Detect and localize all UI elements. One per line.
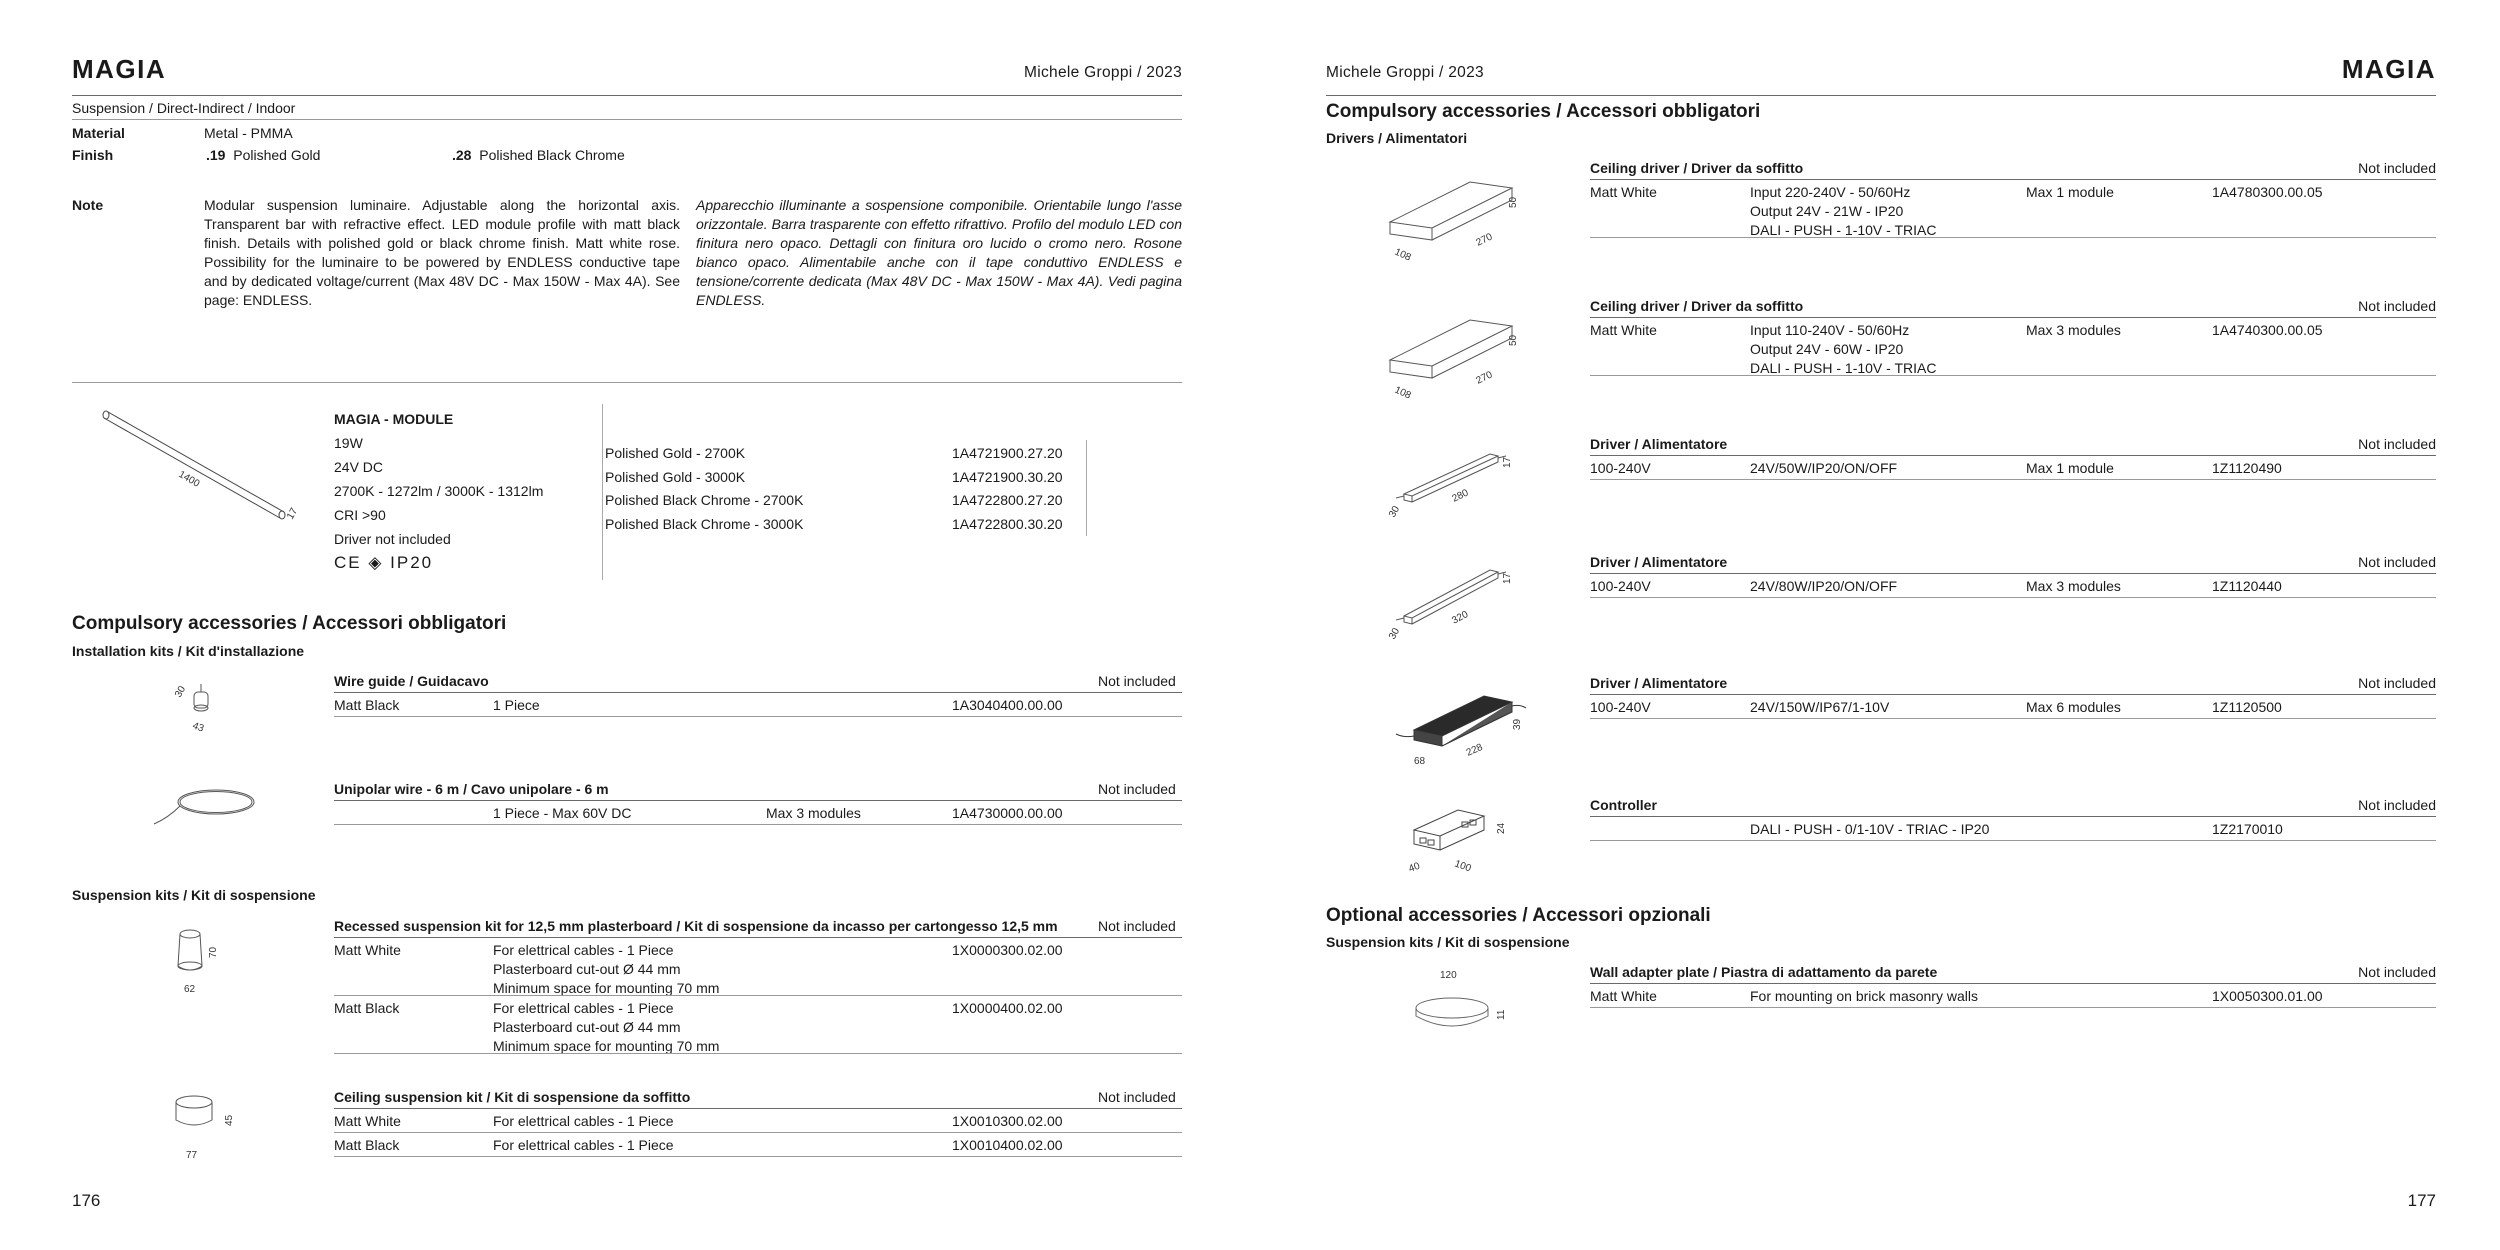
driver-rule xyxy=(1590,573,2436,574)
left-compulsory-title: Compulsory accessories / Accessori obbligatori xyxy=(72,613,507,634)
variant-name: Polished Gold - 2700K xyxy=(605,445,746,461)
driver-col3: Max 3 modules xyxy=(2026,322,2121,338)
unipolar-extra: Max 3 modules xyxy=(766,805,861,821)
controller-rule xyxy=(1590,816,2436,817)
driver-rule xyxy=(1590,455,2436,456)
module-spec: CRI >90 xyxy=(334,507,386,523)
driver-title: Ceiling driver / Driver da soffitto xyxy=(1590,298,1804,314)
recessed-kit-title: Recessed suspension kit for 12,5 mm plasterboard / Kit di sospensione da incasso per cartongesso 12,5 mm xyxy=(334,918,1058,934)
driver-col3: Max 1 module xyxy=(2026,184,2114,200)
driver-code: 1Z1120440 xyxy=(2212,578,2282,594)
ceiling-kit-row-rule xyxy=(334,1132,1182,1133)
driver-col2: Input 110-240V - 50/60Hz Output 24V - 60W - IP20 DALI - PUSH - 1-10V - TRIAC xyxy=(1750,322,1937,376)
driver-col3: Max 1 module xyxy=(2026,460,2114,476)
ceiling-kit-finish: Matt Black xyxy=(334,1137,400,1153)
variant-name: Polished Gold - 3000K xyxy=(605,469,746,485)
driver-col2: 24V/150W/IP67/1-10V xyxy=(1750,699,1890,715)
wire-guide-status: Not included xyxy=(1098,673,1176,689)
variant-name: Polished Black Chrome - 2700K xyxy=(605,492,804,508)
ceiling-kit-title: Ceiling suspension kit / Kit di sospensione da soffitto xyxy=(334,1089,691,1105)
ceiling-kit-width-dim: 77 xyxy=(186,1150,198,1161)
driver-width-dim: 108 xyxy=(1392,384,1413,402)
ceiling-driver-drawing xyxy=(1386,300,1526,404)
controller-drawing xyxy=(1400,800,1516,876)
driver-status: Not included xyxy=(2358,436,2436,452)
recessed-kit-status: Not included xyxy=(1098,918,1176,934)
driver-length-dim: 228 xyxy=(1464,741,1485,759)
suspension-kits-subtitle: Suspension kits / Kit di sospensione xyxy=(72,887,316,903)
left-brand-title: MAGIA xyxy=(72,54,167,84)
wall-plate-code: 1X0050300.01.00 xyxy=(2212,988,2323,1004)
driver-status: Not included xyxy=(2358,298,2436,314)
optional-subtitle: Suspension kits / Kit di sospensione xyxy=(1326,934,1570,950)
note-italian: Apparecchio illuminante a sospensione componibile. Orientabile lungo l'asse orizzontale. Barra trasparente con effetto rifrattivo. Profilo del modulo LED con finitura nero opaco. Dettagli con finitura oro lucido o cromo nero. Rosone bianco opaco. Alimentabile anche con il tape conduttivo ENDLESS e tensione/corrente dedicata (Max 48V DC - Max 150W - Max 4A). Vedi pagina ENDLESS. xyxy=(696,197,1182,308)
unipolar-rule xyxy=(334,800,1182,801)
wire-guide-dim-a: 30 xyxy=(173,684,189,700)
variant-name: Polished Black Chrome - 3000K xyxy=(605,516,804,532)
ip67-driver-shape xyxy=(1396,696,1526,746)
optional-title: Optional accessories / Accessori opzionali xyxy=(1326,905,1711,926)
recessed-kit-desc: For elettrical cables - 1 Piece Plasterboard cut-out Ø 44 mm Minimum space for mounting 70 mm xyxy=(493,942,720,996)
material-value: Metal - PMMA xyxy=(204,125,293,141)
controller-code: 1Z2170010 xyxy=(2212,821,2283,837)
finish-name: Polished Gold xyxy=(233,147,321,163)
recessed-kit-rule xyxy=(334,937,1182,938)
driver-title: Driver / Alimentatore xyxy=(1590,675,1728,691)
recessed-kit-row-rule xyxy=(334,1053,1182,1054)
driver-code: 1Z1120500 xyxy=(2212,699,2282,715)
driver-height-dim: 39 xyxy=(1512,718,1523,730)
driver-height-dim: 50 xyxy=(1508,196,1519,208)
module-divider xyxy=(602,404,603,580)
driver-title: Ceiling driver / Driver da soffitto xyxy=(1590,160,1804,176)
driver-height-dim: 17 xyxy=(1502,572,1513,584)
recessed-kit-shape xyxy=(178,930,202,970)
unipolar-code: 1A4730000.00.00 xyxy=(952,805,1063,821)
driver-title: Driver / Alimentatore xyxy=(1590,436,1728,452)
ceiling-driver-drawing xyxy=(1386,162,1526,266)
recessed-kit-finish: Matt White xyxy=(334,942,401,958)
driver-code: 1A4740300.00.05 xyxy=(2212,322,2323,338)
ceiling-kit-shape xyxy=(176,1096,212,1125)
wall-plate-row-rule xyxy=(1590,1007,2436,1008)
driver-rule xyxy=(1590,179,2436,180)
driver-width-dim: 30 xyxy=(1387,504,1403,520)
right-brand-title: MAGIA xyxy=(2341,54,2436,84)
installation-kits-subtitle: Installation kits / Kit d'installazione xyxy=(72,643,305,659)
wall-plate-diameter-dim: 120 xyxy=(1440,970,1457,981)
variant-code: 1A4721900.27.20 xyxy=(952,445,1063,461)
wire-guide-title: Wire guide / Guidacavo xyxy=(334,673,489,689)
module-bar-shape xyxy=(103,411,285,519)
wall-plate-title: Wall adapter plate / Piastra di adattamento da parete xyxy=(1590,964,1938,980)
finish-option-gold xyxy=(206,146,320,165)
driver-length-dim: 270 xyxy=(1474,231,1495,249)
controller-title: Controller xyxy=(1590,797,1657,813)
material-label: Material xyxy=(72,125,125,141)
module-spec: Driver not included xyxy=(334,531,451,547)
left-designer: Michele Groppi / 2023 xyxy=(1024,64,1182,81)
ceiling-kit-desc: For elettrical cables - 1 Piece xyxy=(493,1137,674,1153)
driver-length-dim: 280 xyxy=(1450,487,1471,505)
controller-status: Not included xyxy=(2358,797,2436,813)
driver-status: Not included xyxy=(2358,554,2436,570)
driver-length-dim: 320 xyxy=(1450,609,1471,627)
ceiling-driver-shape xyxy=(1390,182,1512,240)
variant-code: 1A4721900.30.20 xyxy=(952,469,1063,485)
ceiling-kit-height-dim: 45 xyxy=(224,1114,235,1126)
finish-name: Polished Black Chrome xyxy=(479,147,625,163)
wall-plate-col2: For mounting on brick masonry walls xyxy=(1750,988,1978,1004)
unipolar-title: Unipolar wire - 6 m / Cavo unipolare - 6 m xyxy=(334,781,609,797)
wall-plate-rule xyxy=(1590,983,2436,984)
ceiling-kit-code: 1X0010400.02.00 xyxy=(952,1137,1063,1153)
controller-shape xyxy=(1414,810,1484,850)
ceiling-kit-drawing xyxy=(160,1090,250,1166)
ip67-driver-drawing xyxy=(1392,678,1528,768)
ceiling-kit-code: 1X0010300.02.00 xyxy=(952,1113,1063,1129)
wire-guide-drawing xyxy=(172,680,232,736)
module-top-rule xyxy=(72,382,1182,383)
wire-guide-dim-b: 43 xyxy=(190,720,206,735)
left-header-rule xyxy=(72,95,1182,96)
wall-plate-drawing xyxy=(1404,964,1524,1048)
unipolar-wire-drawing xyxy=(150,784,260,828)
recessed-kit-height-dim: 70 xyxy=(208,946,219,958)
unipolar-row-rule xyxy=(334,824,1182,825)
note-english: Modular suspension luminaire. Adjustable along the horizontal axis. Transparent bar with refractive effect. LED module profile with matt black finish. Details with polished gold or black chrome finish. Matt white rose. Possibility for the luminaire to be powered by ENDLESS conductive tape and by dedicated voltage/current (Max 48V DC - Max 150W - Max 4A). See page: ENDLESS. xyxy=(204,197,680,308)
driver-col1: 100-240V xyxy=(1590,578,1651,594)
ceiling-kit-row-rule xyxy=(334,1156,1182,1157)
ceiling-driver-shape xyxy=(1390,320,1512,378)
controller-length-dim: 100 xyxy=(1452,858,1473,875)
driver-row-rule xyxy=(1590,597,2436,598)
recessed-kit-row-rule xyxy=(334,995,1182,996)
finish-code: .28 xyxy=(452,147,472,163)
wire-guide-shape xyxy=(194,684,208,711)
driver-col2: 24V/50W/IP20/ON/OFF xyxy=(1750,460,1898,476)
controller-col2: DALI - PUSH - 0/1-10V - TRIAC - IP20 xyxy=(1750,821,1990,837)
ceiling-kit-finish: Matt White xyxy=(334,1113,401,1129)
type-rule xyxy=(72,119,1182,120)
driver-rule xyxy=(1590,317,2436,318)
driver-width-dim: 108 xyxy=(1392,246,1413,264)
unipolar-wire-shape xyxy=(154,790,254,824)
right-page-number: 177 xyxy=(2407,1191,2436,1210)
left-page-number: 176 xyxy=(72,1191,101,1210)
wire-guide-finish: Matt Black xyxy=(334,697,400,713)
module-length-dim: 1400 xyxy=(176,469,202,490)
driver-col3: Max 6 modules xyxy=(2026,699,2121,715)
variant-code: 1A4722800.30.20 xyxy=(952,516,1063,532)
right-designer: Michele Groppi / 2023 xyxy=(1326,64,1484,81)
driver-col2: Input 220-240V - 50/60Hz Output 24V - 21W - IP20 DALI - PUSH - 1-10V - TRIAC xyxy=(1750,184,1937,238)
recessed-kit-drawing xyxy=(160,920,250,1000)
unipolar-status: Not included xyxy=(1098,781,1176,797)
driver-col1: 100-240V xyxy=(1590,460,1651,476)
wall-plate-shape xyxy=(1416,998,1488,1026)
driver-row-rule xyxy=(1590,479,2436,480)
right-compulsory-title: Compulsory accessories / Accessori obbligatori xyxy=(1326,101,1761,122)
controller-height-dim: 24 xyxy=(1496,822,1507,834)
driver-code: 1A4780300.00.05 xyxy=(2212,184,2323,200)
finish-code: .19 xyxy=(206,147,226,163)
driver-code: 1Z1120490 xyxy=(2212,460,2282,476)
driver-col1: 100-240V xyxy=(1590,699,1651,715)
driver-col1: Matt White xyxy=(1590,184,1657,200)
driver-row-rule xyxy=(1590,237,2436,238)
wall-plate-status: Not included xyxy=(2358,964,2436,980)
driver-length-dim: 270 xyxy=(1474,369,1495,387)
driver-height-dim: 50 xyxy=(1508,334,1519,346)
driver-title: Driver / Alimentatore xyxy=(1590,554,1728,570)
ceiling-kit-rule xyxy=(334,1108,1182,1109)
type-line: Suspension / Direct-Indirect / Indoor xyxy=(72,100,296,116)
module-spec: 2700K - 1272lm / 3000K - 1312lm xyxy=(334,483,544,499)
ceiling-kit-desc: For elettrical cables - 1 Piece xyxy=(493,1113,674,1129)
driver-row-rule xyxy=(1590,718,2436,719)
driver-width-dim: 30 xyxy=(1387,626,1403,642)
controller-width-dim: 40 xyxy=(1407,860,1422,875)
finish-option-chrome xyxy=(452,146,625,165)
module-title: MAGIA - MODULE xyxy=(334,411,454,427)
wall-plate-col1: Matt White xyxy=(1590,988,1657,1004)
unipolar-desc: 1 Piece - Max 60V DC xyxy=(493,805,632,821)
wire-guide-rule xyxy=(334,692,1182,693)
driver-row-rule xyxy=(1590,375,2436,376)
controller-row-rule xyxy=(1590,840,2436,841)
module-spec: 24V DC xyxy=(334,459,384,475)
right-header-rule xyxy=(1326,95,2436,96)
wire-guide-desc: 1 Piece xyxy=(493,697,540,713)
ceiling-kit-status: Not included xyxy=(1098,1089,1176,1105)
module-diameter-dim: 17 xyxy=(285,506,301,522)
recessed-kit-width-dim: 62 xyxy=(184,984,196,995)
note-label: Note xyxy=(72,197,104,213)
driver-status: Not included xyxy=(2358,160,2436,176)
wire-guide-code: 1A3040400.00.00 xyxy=(952,697,1063,713)
driver-status: Not included xyxy=(2358,675,2436,691)
recessed-kit-code: 1X0000300.02.00 xyxy=(952,942,1063,958)
certification-marks: CE ◈ IP20 xyxy=(334,553,434,572)
recessed-kit-desc: For elettrical cables - 1 Piece Plasterboard cut-out Ø 44 mm Minimum space for mounting 70 mm xyxy=(493,1000,720,1054)
finish-label: Finish xyxy=(72,147,114,163)
module-spec: 19W xyxy=(334,435,363,451)
recessed-kit-finish: Matt Black xyxy=(334,1000,400,1016)
driver-width-dim: 68 xyxy=(1414,756,1426,767)
driver-col2: 24V/80W/IP20/ON/OFF xyxy=(1750,578,1898,594)
wall-plate-height-dim: 11 xyxy=(1496,1009,1507,1020)
slim-driver-drawing xyxy=(1387,556,1520,642)
recessed-kit-code: 1X0000400.02.00 xyxy=(952,1000,1063,1016)
driver-height-dim: 17 xyxy=(1502,456,1513,468)
module-code-divider xyxy=(1086,440,1087,536)
drivers-subtitle: Drivers / Alimentatori xyxy=(1326,130,1468,146)
driver-col3: Max 3 modules xyxy=(2026,578,2121,594)
variant-code: 1A4722800.27.20 xyxy=(952,492,1063,508)
module-bar-drawing xyxy=(96,400,306,530)
driver-col1: Matt White xyxy=(1590,322,1657,338)
wire-guide-row-rule xyxy=(334,716,1182,717)
driver-rule xyxy=(1590,694,2436,695)
slim-driver-drawing xyxy=(1387,438,1520,522)
